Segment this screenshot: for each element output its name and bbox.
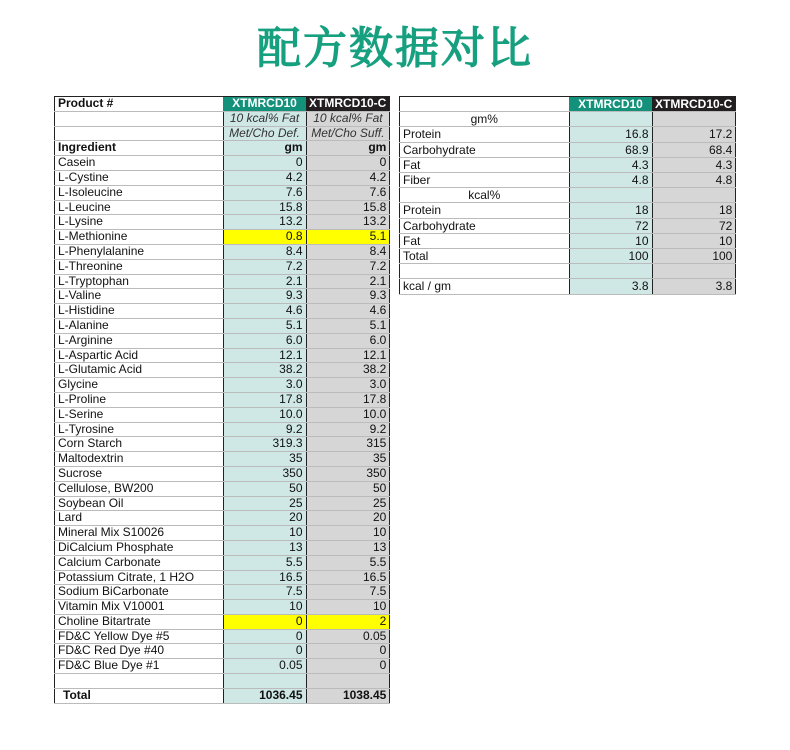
cell-value: 10 <box>652 233 736 248</box>
cell-value: 5.1 <box>223 318 306 333</box>
cell-value: 10.0 <box>223 407 306 422</box>
cell-value: 4.3 <box>569 157 652 172</box>
formula-table <box>54 96 390 704</box>
cell-value: 5.5 <box>306 555 390 570</box>
cell-value: 4.3 <box>652 157 736 172</box>
ingredient-row <box>55 274 390 289</box>
row-label: Lard <box>55 511 224 526</box>
cell-value: 7.2 <box>306 259 390 274</box>
cell-value: 20 <box>223 511 306 526</box>
cell-value: 13 <box>223 540 306 555</box>
cell-value: 12.1 <box>306 348 390 363</box>
ingredient-row <box>55 511 390 526</box>
ingredient-row <box>55 614 390 629</box>
row-label: L-Threonine <box>55 259 224 274</box>
ingredient-row <box>55 363 390 378</box>
row-label: Total <box>55 688 224 703</box>
row-label: Glycine <box>55 378 224 393</box>
row-label: kcal / gm <box>400 279 570 294</box>
row-label: Total <box>400 249 570 264</box>
cell-value: 13.2 <box>223 215 306 230</box>
row-label: Protein <box>400 203 570 218</box>
product-label: Product # <box>55 97 224 112</box>
col2-header: XTMRCD10-C <box>306 97 390 112</box>
cell-value: 0 <box>223 644 306 659</box>
cell-value: 7.6 <box>306 185 390 200</box>
cell-value: 8.4 <box>223 244 306 259</box>
ingredient-row <box>55 585 390 600</box>
cell-value: 0 <box>306 659 390 674</box>
table-row <box>400 173 736 188</box>
cell-value: 5.1 <box>306 318 390 333</box>
row-label: FD&C Yellow Dye #5 <box>55 629 224 644</box>
ingredient-row <box>55 318 390 333</box>
row-label: L-Glutamic Acid <box>55 363 224 378</box>
cell-value: 13 <box>306 540 390 555</box>
ingredient-row <box>55 348 390 363</box>
table-row <box>400 203 736 218</box>
desc: Met/Cho Def. <box>223 126 306 141</box>
cell-value: 17.8 <box>223 392 306 407</box>
unit: gm <box>306 141 390 156</box>
cell-value <box>652 264 736 279</box>
ingredient-row <box>55 156 390 171</box>
row-label: Maltodextrin <box>55 452 224 467</box>
cell-value: 0.05 <box>223 659 306 674</box>
cell-value <box>306 674 390 689</box>
ingredient-row <box>55 259 390 274</box>
cell-value: 5.1 <box>306 230 390 245</box>
ingredient-row <box>55 185 390 200</box>
cell-value: 10 <box>223 526 306 541</box>
cell-value: 0.8 <box>223 230 306 245</box>
cell-value: 10.0 <box>306 407 390 422</box>
cell-value: 3.8 <box>569 279 652 294</box>
cell-value: 20 <box>306 511 390 526</box>
ingredient-row <box>55 422 390 437</box>
row-label: Corn Starch <box>55 437 224 452</box>
cell-value: 18 <box>652 203 736 218</box>
desc-row <box>55 126 390 141</box>
cell-value: 7.5 <box>306 585 390 600</box>
row-label: L-Alanine <box>55 318 224 333</box>
cell-value: 2.1 <box>306 274 390 289</box>
row-label: DiCalcium Phosphate <box>55 540 224 555</box>
cell-value: 9.3 <box>306 289 390 304</box>
ingredient-row <box>55 481 390 496</box>
header-row <box>400 97 736 112</box>
row-label: Vitamin Mix V10001 <box>55 600 224 615</box>
cell-value: 68.9 <box>569 142 652 157</box>
cell-value <box>569 112 652 127</box>
density-row <box>400 279 736 294</box>
ingredient-row <box>55 555 390 570</box>
cell-value: 2 <box>306 614 390 629</box>
cell-value: 6.0 <box>223 333 306 348</box>
cell-value: 10 <box>306 526 390 541</box>
cell-value: 5.5 <box>223 555 306 570</box>
cell-value: 10 <box>569 233 652 248</box>
cell-value: 2.1 <box>223 274 306 289</box>
cell-value: 0 <box>306 156 390 171</box>
row-label: Fat <box>400 157 570 172</box>
ingredient-row <box>55 170 390 185</box>
unit: gm <box>223 141 306 156</box>
table-row <box>400 249 736 264</box>
cell-value: 68.4 <box>652 142 736 157</box>
section-row <box>400 188 736 203</box>
cell-value: 16.5 <box>306 570 390 585</box>
nutrition-table <box>399 96 736 295</box>
row-label <box>400 264 570 279</box>
cell-value: 4.2 <box>223 170 306 185</box>
ingredient-row <box>55 333 390 348</box>
cell-value: 7.2 <box>223 259 306 274</box>
row-label: Fat <box>400 233 570 248</box>
cell-value: 9.2 <box>306 422 390 437</box>
row-label: Choline Bitartrate <box>55 614 224 629</box>
cell-value: 50 <box>223 481 306 496</box>
cell-value: 4.8 <box>569 173 652 188</box>
ingredient-row <box>55 600 390 615</box>
row-label: L-Phenylalanine <box>55 244 224 259</box>
cell-value: 0 <box>223 156 306 171</box>
row-label: L-Histidine <box>55 304 224 319</box>
cell-value: 15.8 <box>223 200 306 215</box>
row-label: Soybean Oil <box>55 496 224 511</box>
cell-value <box>652 112 736 127</box>
cell-value: 3.8 <box>652 279 736 294</box>
row-label: Mineral Mix S10026 <box>55 526 224 541</box>
ingredient-row <box>55 644 390 659</box>
row-label: Carbohydrate <box>400 142 570 157</box>
ingredient-row <box>55 289 390 304</box>
desc: 10 kcal% Fat <box>306 111 390 126</box>
row-label: Carbohydrate <box>400 218 570 233</box>
cell-value: 8.4 <box>306 244 390 259</box>
row-label: L-Serine <box>55 407 224 422</box>
cell-value: 6.0 <box>306 333 390 348</box>
col1-header: XTMRCD10 <box>223 97 306 112</box>
row-label: L-Valine <box>55 289 224 304</box>
row-label: L-Cystine <box>55 170 224 185</box>
ingredient-label: Ingredient <box>55 141 224 156</box>
ingredient-row <box>55 496 390 511</box>
cell-value: 18 <box>569 203 652 218</box>
desc-row <box>55 111 390 126</box>
cell-value: 4.8 <box>652 173 736 188</box>
cell-value: 72 <box>652 218 736 233</box>
row-label: L-Tryptophan <box>55 274 224 289</box>
cell-value: 10 <box>223 600 306 615</box>
row-label <box>55 674 224 689</box>
ingredient-row <box>55 659 390 674</box>
ingredient-row <box>55 540 390 555</box>
cell-value <box>569 188 652 203</box>
section-row <box>400 112 736 127</box>
row-label: Casein <box>55 156 224 171</box>
cell-value: 50 <box>306 481 390 496</box>
blank-row <box>55 674 390 689</box>
row-label: L-Tyrosine <box>55 422 224 437</box>
cell-value: 16.5 <box>223 570 306 585</box>
row-label: L-Lysine <box>55 215 224 230</box>
cell-value: 16.8 <box>569 127 652 142</box>
desc: Met/Cho Suff. <box>306 126 390 141</box>
cell-value: 0 <box>223 614 306 629</box>
row-label: Fiber <box>400 173 570 188</box>
cell-value <box>569 264 652 279</box>
table-row <box>400 218 736 233</box>
cell-value: 38.2 <box>223 363 306 378</box>
cell-value <box>223 674 306 689</box>
row-label: L-Proline <box>55 392 224 407</box>
row-label: Sodium BiCarbonate <box>55 585 224 600</box>
total-row <box>55 688 390 703</box>
table-row <box>400 127 736 142</box>
table-row <box>400 233 736 248</box>
desc: 10 kcal% Fat <box>223 111 306 126</box>
cell-value: 35 <box>223 452 306 467</box>
cell-value: 13.2 <box>306 215 390 230</box>
cell-value: 3.0 <box>223 378 306 393</box>
cell-value: 25 <box>223 496 306 511</box>
cell-value: 350 <box>223 466 306 481</box>
ingredient-row <box>55 392 390 407</box>
cell-value: 17.8 <box>306 392 390 407</box>
row-label: L-Leucine <box>55 200 224 215</box>
ingredient-row <box>55 570 390 585</box>
cell-value: 0 <box>306 644 390 659</box>
cell-value: 0 <box>223 629 306 644</box>
cell-value: 100 <box>569 249 652 264</box>
blank-row <box>400 264 736 279</box>
row-label: Sucrose <box>55 466 224 481</box>
cell-value: 3.0 <box>306 378 390 393</box>
cell-value: 7.6 <box>223 185 306 200</box>
ingredient-row <box>55 629 390 644</box>
cell-value: 100 <box>652 249 736 264</box>
cell-value: 35 <box>306 452 390 467</box>
row-label: Protein <box>400 127 570 142</box>
cell-value: 9.3 <box>223 289 306 304</box>
cell-value: 4.6 <box>223 304 306 319</box>
col2-header: XTMRCD10-C <box>652 97 736 112</box>
cell-value: 4.6 <box>306 304 390 319</box>
cell-value: 9.2 <box>223 422 306 437</box>
cell-value: 319.3 <box>223 437 306 452</box>
row-label: gm% <box>400 112 570 127</box>
row-label: FD&C Blue Dye #1 <box>55 659 224 674</box>
ingredient-row <box>55 526 390 541</box>
cell-value: 10 <box>306 600 390 615</box>
ingredient-row <box>55 466 390 481</box>
row-label: L-Arginine <box>55 333 224 348</box>
page-title: 配方数据对比 <box>257 23 533 74</box>
row-label: L-Aspartic Acid <box>55 348 224 363</box>
cell-value: 7.5 <box>223 585 306 600</box>
row-label: Potassium Citrate, 1 H2O <box>55 570 224 585</box>
cell-value: 315 <box>306 437 390 452</box>
cell-value: 15.8 <box>306 200 390 215</box>
ingredient-row <box>55 378 390 393</box>
cell-value: 350 <box>306 466 390 481</box>
cell-value <box>652 188 736 203</box>
cell-value: 38.2 <box>306 363 390 378</box>
header-row <box>55 97 390 112</box>
row-label: kcal% <box>400 188 570 203</box>
ingredient-row <box>55 304 390 319</box>
cell-value: 12.1 <box>223 348 306 363</box>
cell-value: 4.2 <box>306 170 390 185</box>
cell-value: 25 <box>306 496 390 511</box>
cell-value: 1036.45 <box>223 688 306 703</box>
row-label: Cellulose, BW200 <box>55 481 224 496</box>
table-row <box>400 142 736 157</box>
row-label: Calcium Carbonate <box>55 555 224 570</box>
ingredient-row <box>55 200 390 215</box>
row-label: FD&C Red Dye #40 <box>55 644 224 659</box>
ingredient-row <box>55 230 390 245</box>
cell-value: 1038.45 <box>306 688 390 703</box>
row-label: L-Methionine <box>55 230 224 245</box>
ingredient-row <box>55 244 390 259</box>
ingredient-row <box>55 215 390 230</box>
table-row <box>400 157 736 172</box>
unit-row <box>55 141 390 156</box>
row-label: L-Isoleucine <box>55 185 224 200</box>
cell-value: 72 <box>569 218 652 233</box>
ingredient-row <box>55 407 390 422</box>
col1-header: XTMRCD10 <box>569 97 652 112</box>
ingredient-row <box>55 437 390 452</box>
ingredient-row <box>55 452 390 467</box>
cell-value: 17.2 <box>652 127 736 142</box>
cell-value: 0.05 <box>306 629 390 644</box>
